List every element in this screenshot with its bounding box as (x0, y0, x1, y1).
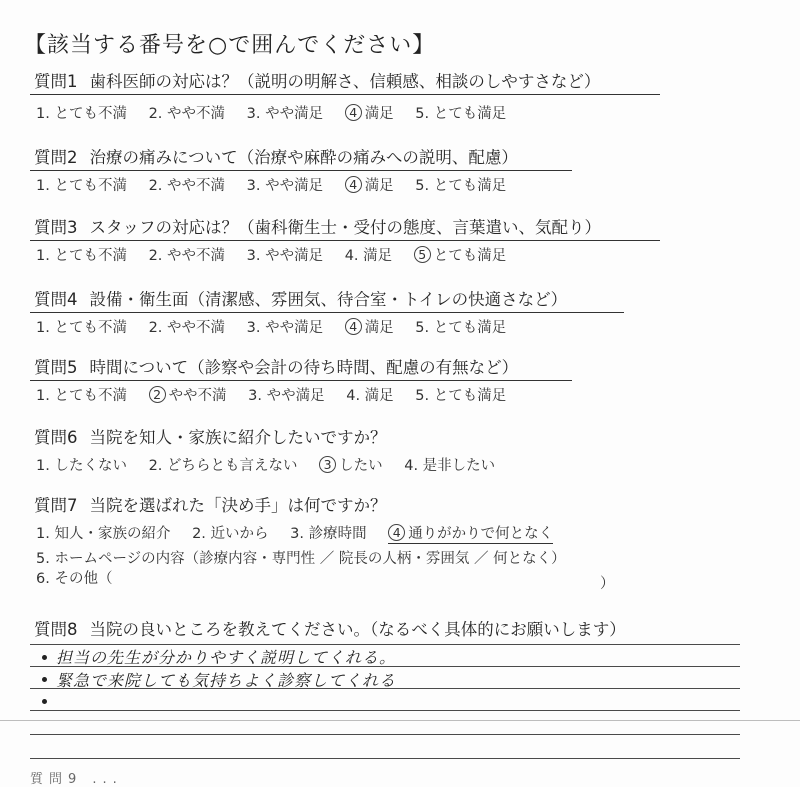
question-7-number: 質問7 (34, 496, 78, 515)
answer-line-4 (30, 710, 740, 711)
q6-option-1[interactable]: 1. したくない (36, 458, 127, 474)
q1-option-4-selected[interactable] (345, 104, 394, 123)
selected-circle-mark: 2 (149, 386, 166, 403)
question-3-header (30, 218, 660, 241)
question-4-options (36, 318, 523, 337)
q2-option-4-label: 満足 (364, 178, 394, 194)
answer-line-5 (30, 734, 740, 735)
q3-option-5-selected[interactable] (414, 246, 507, 265)
q7-option-3[interactable]: 3. 診療時間 (290, 526, 367, 542)
q1-option-2[interactable]: 2. やや不満 (148, 106, 226, 122)
selected-circle-mark: 4 (345, 176, 362, 193)
q4-option-5[interactable]: 5. とても満足 (415, 320, 507, 336)
question-8-number: 質問8 (34, 620, 78, 639)
question-2-number: 質問2 (34, 148, 78, 167)
q2-option-1[interactable]: 1. とても不満 (36, 178, 127, 194)
question-3-text: スタッフの対応は？（歯科衛生士・受付の態度、言葉遣い、気配り） (89, 218, 601, 237)
question-5-header (30, 358, 572, 381)
question-4 (30, 290, 624, 313)
question-5-options (36, 386, 523, 405)
question-6-header (30, 428, 397, 450)
q2-option-3[interactable]: 3. やや満足 (246, 178, 324, 194)
q3-option-3[interactable]: 3. やや満足 (246, 248, 324, 264)
page-title: 【該当する番号を○で囲んでください】 (24, 33, 436, 58)
question-1-text: 歯科医師の対応は？（説明の明解さ、信頼感、相談のしやすさなど） (89, 72, 601, 91)
q2-option-5[interactable]: 5. とても満足 (415, 178, 507, 194)
handwritten-answer-2: 緊急で来院しても気持ちよく診察してくれる (56, 671, 397, 690)
q6-option-2[interactable]: 2. どちらとも言えない (148, 458, 298, 474)
bullet-1 (42, 655, 47, 660)
question-6-options (36, 456, 512, 475)
selected-circle-mark: 4 (345, 318, 362, 335)
question-3-options (36, 246, 523, 265)
question-6-number: 質問6 (34, 428, 78, 447)
q1-option-1[interactable]: 1. とても不満 (36, 106, 127, 122)
q6-option-3-label: したい (339, 458, 383, 474)
question-3-number: 質問3 (34, 218, 78, 237)
q7-option-1[interactable]: 1. 知人・家族の紹介 (36, 526, 171, 542)
q4-option-2[interactable]: 2. やや不満 (148, 320, 226, 336)
question-1-number: 質問1 (34, 72, 78, 91)
q5-option-4[interactable]: 4. 満足 (346, 388, 394, 404)
q6-option-3-selected[interactable] (319, 456, 383, 475)
question-2-text: 治療の痛みについて（治療や麻酔の痛みへの説明、配慮） (89, 148, 518, 167)
q5-option-1[interactable]: 1. とても不満 (36, 388, 127, 404)
bullet-3 (42, 699, 47, 704)
selected-circle-mark: 4 (388, 524, 405, 541)
q7-option-6[interactable]: 6. その他（ (36, 571, 113, 587)
q6-option-4[interactable]: 4. 是非したい (404, 458, 496, 474)
question-8 (30, 620, 636, 642)
q5-option-5[interactable]: 5. とても満足 (415, 388, 507, 404)
question-1 (30, 72, 660, 95)
question-5 (30, 358, 572, 381)
handwritten-answer-1: 担当の先生が分かりやすく説明してくれる。 (56, 648, 397, 667)
q3-option-4[interactable]: 4. 満足 (344, 248, 393, 264)
q2-option-2[interactable]: 2. やや不満 (148, 178, 226, 194)
question-5-number: 質問5 (34, 358, 78, 377)
selected-circle-mark: 5 (414, 246, 431, 263)
question-4-header (30, 290, 624, 313)
q7-option-6-close-paren: ） (600, 576, 615, 592)
question-8-text: 当院の良いところを教えてください。（なるべく具体的にお願いします） (89, 620, 626, 639)
question-8-header (30, 620, 636, 642)
answer-line-6 (30, 758, 740, 759)
next-question-fragment: 質問9 ... (30, 772, 123, 787)
question-1-header (30, 72, 660, 95)
q7-option-4-label: 通りがかりで何となく (408, 526, 554, 542)
q4-option-4-label: 満足 (364, 320, 394, 336)
question-2-options (36, 176, 523, 195)
question-2 (30, 148, 572, 171)
q4-option-3[interactable]: 3. やや満足 (246, 320, 324, 336)
question-3 (30, 218, 660, 241)
page-fold-line (0, 720, 800, 721)
q5-option-2-label: やや不満 (168, 388, 227, 404)
q5-option-2-selected[interactable] (149, 386, 227, 405)
selected-circle-mark: 3 (319, 456, 336, 473)
q4-option-1[interactable]: 1. とても不満 (36, 320, 127, 336)
question-4-text: 設備・衛生面（清潔感、雰囲気、待合室・トイレの快適さなど） (89, 290, 568, 309)
question-6-text: 当院を知人・家族に紹介したいですか？ (89, 428, 387, 447)
question-7-text: 当院を選ばれた「決め手」は何ですか？ (89, 496, 387, 515)
q7-option-2[interactable]: 2. 近いから (192, 526, 269, 542)
question-1-options (36, 104, 523, 123)
bullet-2 (42, 677, 47, 682)
q1-option-3[interactable]: 3. やや満足 (246, 106, 324, 122)
q4-option-4-selected[interactable] (345, 318, 394, 337)
q3-option-2[interactable]: 2. やや不満 (148, 248, 226, 264)
question-7 (30, 496, 397, 518)
question-7-header (30, 496, 397, 518)
q1-option-4-label: 満足 (364, 106, 394, 122)
q3-option-5-label: とても満足 (433, 248, 507, 264)
q3-option-1[interactable]: 1. とても不満 (36, 248, 127, 264)
q1-option-5[interactable]: 5. とても満足 (415, 106, 507, 122)
question-5-text: 時間について（診察や会計の待ち時間、配慮の有無など） (89, 358, 519, 377)
q5-option-3[interactable]: 3. やや満足 (248, 388, 325, 404)
selected-circle-mark: 4 (345, 104, 362, 121)
question-7-options (36, 524, 570, 544)
q7-option-4-selected[interactable] (388, 524, 553, 544)
q7-option-5[interactable]: 5. ホームページの内容（診療内容・専門性 ／ 院長の人柄・雰囲気 ／ 何となく） (36, 551, 566, 567)
question-4-number: 質問4 (34, 290, 78, 309)
question-2-header (30, 148, 572, 171)
q2-option-4-selected[interactable] (345, 176, 394, 195)
question-6 (30, 428, 397, 450)
